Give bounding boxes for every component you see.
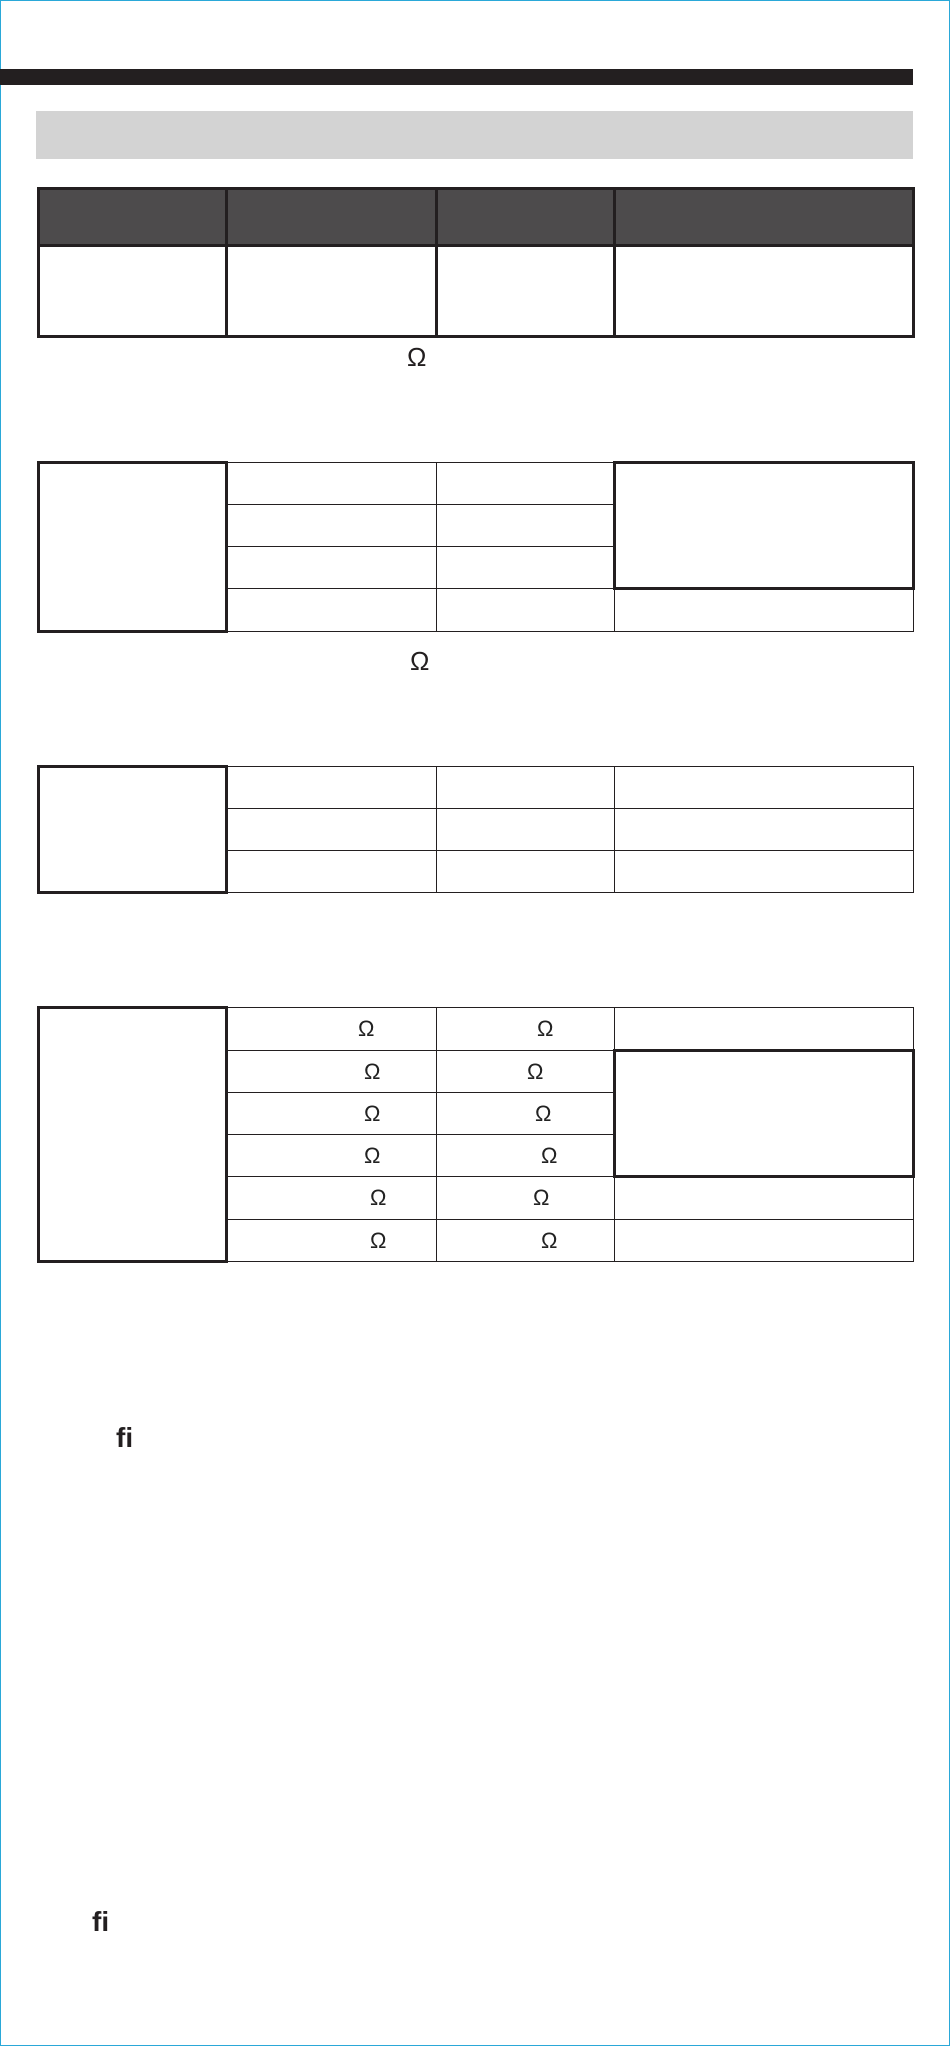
spec-table-1	[37, 187, 915, 338]
header-cell	[615, 189, 914, 246]
spec-table-2	[37, 461, 915, 633]
table-cell	[437, 1051, 615, 1093]
table-cell	[437, 589, 615, 632]
table-cell	[437, 1135, 615, 1177]
table-cell	[227, 589, 437, 632]
table-cell	[615, 1177, 914, 1220]
table-row	[39, 767, 914, 809]
table-cell	[437, 1093, 615, 1135]
header-rule	[0, 69, 913, 85]
table-cell	[227, 1135, 437, 1177]
fi-ligature-text: fi	[92, 1906, 110, 1937]
omega-symbol: Ω	[535, 1100, 552, 1126]
table-cell	[615, 463, 914, 589]
table-cell	[437, 463, 615, 505]
spec-table-3	[37, 765, 914, 894]
omega-symbol: Ω	[364, 1100, 381, 1126]
table-cell	[615, 809, 914, 851]
header-cell	[437, 189, 615, 246]
table-cell	[437, 1220, 615, 1262]
header-cell	[227, 189, 437, 246]
omega-symbol: Ω	[527, 1058, 544, 1084]
table-cell	[437, 547, 615, 589]
table-cell	[615, 851, 914, 893]
omega-symbol: Ω	[370, 1185, 387, 1210]
table-cell	[615, 767, 914, 809]
omega-symbol: Ω	[358, 1016, 375, 1041]
table-cell	[437, 246, 615, 337]
omega-symbol: Ω	[537, 1016, 554, 1041]
table-cell	[615, 246, 914, 337]
table-cell	[437, 809, 615, 851]
table-cell	[227, 851, 437, 893]
omega-symbol: Ω	[370, 1227, 387, 1253]
omega-symbol: Ω	[410, 646, 430, 676]
omega-symbol: Ω	[533, 1185, 550, 1210]
omega-symbol: Ω	[407, 342, 427, 372]
table-cell	[227, 1051, 437, 1093]
table-cell	[39, 767, 227, 893]
table-cell	[39, 1008, 227, 1262]
spec-table-4	[37, 1006, 915, 1263]
table-cell	[227, 246, 437, 337]
table-cell	[227, 1093, 437, 1135]
table-cell	[227, 547, 437, 589]
table-row	[39, 463, 914, 505]
omega-symbol: Ω	[364, 1142, 381, 1168]
table-cell	[39, 246, 227, 337]
fi-ligature-text: fi	[116, 1422, 134, 1453]
table-cell	[39, 463, 227, 632]
table-cell	[437, 767, 615, 809]
table-cell	[615, 1008, 914, 1051]
table-cell	[437, 1177, 615, 1220]
table-cell	[227, 1220, 437, 1262]
table-cell	[227, 767, 437, 809]
table-cell	[227, 463, 437, 505]
omega-symbol: Ω	[541, 1142, 558, 1168]
table-header-row	[39, 189, 914, 246]
table-cell	[437, 505, 615, 547]
table-cell	[437, 1008, 615, 1051]
table-cell	[615, 1220, 914, 1262]
table-row	[39, 246, 914, 337]
table-cell	[615, 1051, 914, 1177]
table-row	[39, 1008, 914, 1051]
table-cell	[227, 505, 437, 547]
header-cell	[39, 189, 227, 246]
table-cell	[227, 1177, 437, 1220]
table-cell	[615, 589, 914, 632]
table-cell	[227, 1008, 437, 1051]
section-heading-bar	[36, 111, 913, 159]
omega-symbol: Ω	[541, 1227, 558, 1253]
table-cell	[437, 851, 615, 893]
table-cell	[227, 809, 437, 851]
omega-symbol: Ω	[364, 1058, 381, 1084]
